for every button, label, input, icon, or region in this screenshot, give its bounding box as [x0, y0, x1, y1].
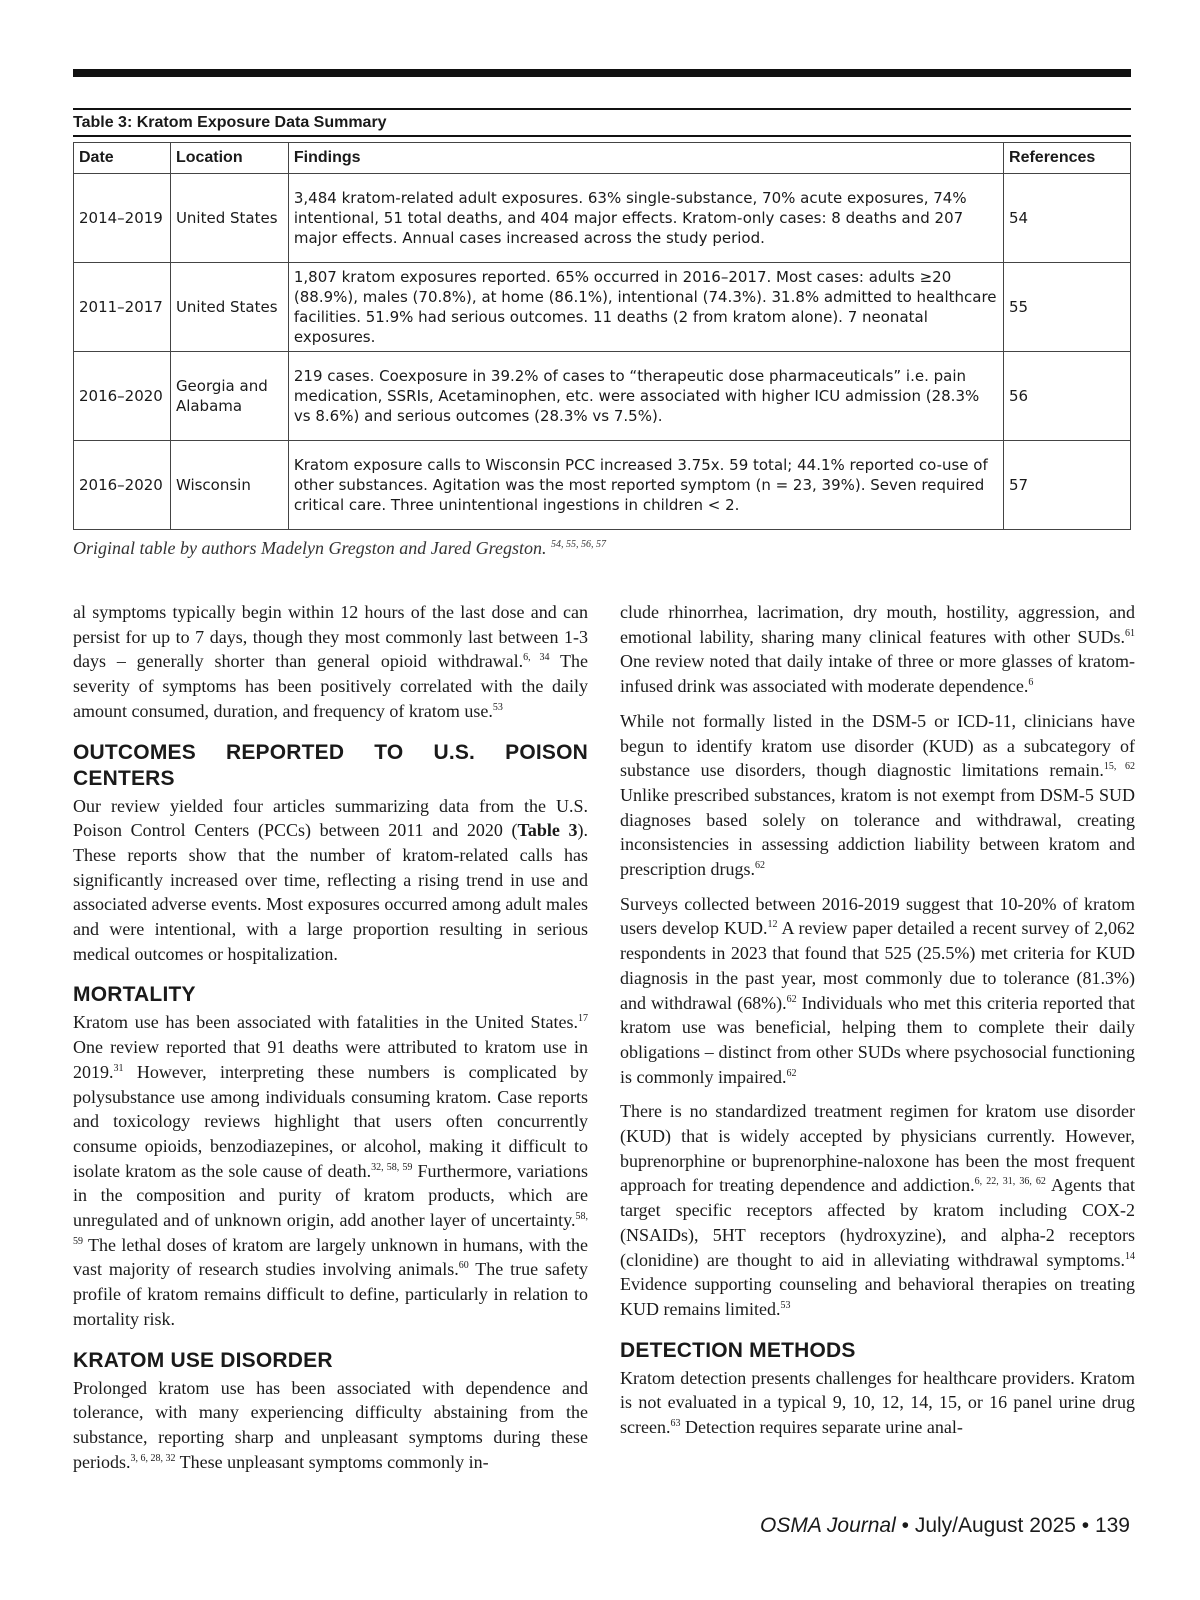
table-row — [74, 441, 1131, 530]
text-run: Prolonged kratom use has been associated with dependence and tolerance, with many experiencing difficulty abstaining from the substance, reporting sharp and unpleasant symptoms during these periods. — [73, 1377, 588, 1472]
caption-text: Original table by authors Madelyn Gregston and Jared Gregston. — [73, 538, 547, 558]
citation: 6 — [1028, 677, 1034, 689]
citation: 6, 22, 31, 36, 62 — [974, 1176, 1046, 1188]
header-references: References — [1004, 143, 1131, 174]
table-3 — [73, 108, 1131, 530]
text-run: Evidence supporting counseling and behavioral therapies on treating KUD remains limited. — [620, 1274, 1135, 1319]
citation: 53 — [492, 701, 503, 713]
citation: 14 — [1125, 1250, 1135, 1262]
cell-findings: Kratom exposure calls to Wisconsin PCC increased 3.75x. 59 total; 44.1% reported co-use of other substances. Agitation was the most reported symptom (n = 23, 39%). Seven required critical care. Three unintentional ingestions in children < 2. — [288, 441, 1003, 530]
page-footer — [760, 1514, 1130, 1538]
page-number: 139 — [1094, 1514, 1130, 1537]
top-rule — [73, 69, 1131, 77]
paragraph — [620, 892, 1135, 1090]
text-run: Kratom detection presents challenges for healthcare providers. Kratom is not evaluated in a typical 9, 10, 12, 14, 15, or 16 panel urine drug screen. — [620, 1367, 1135, 1438]
paragraph — [73, 600, 588, 724]
citation: 6, 34 — [523, 652, 550, 664]
header-location: Location — [170, 143, 288, 174]
text-run: One review noted that daily intake of three or more glasses of kratom-infused drink was associated with moderate dependence. — [620, 651, 1135, 697]
text-run: However, interpreting these numbers is complicated by polysubstance use among individuals consuming kratom. Case reports and toxicology reviews highlight that users often concurrently consume opioids, benzodiazepines, or alcohol, making it difficult to isolate kratom as the sole cause of death. — [73, 1061, 588, 1181]
separator: • — [895, 1514, 915, 1537]
text-run: ). These reports show that the number of kratom-related calls has significantly increased over time, reflecting a rising trend in use and associated adverse events. Most exposures occurred among adult males and were intentional, with a large proportion resulting in serious medical outcomes or hospitalization. — [73, 820, 588, 964]
paragraph — [73, 1010, 588, 1331]
section-heading-outcomes: OUTCOMES REPORTED TO U.S. POISON CENTERS — [73, 740, 588, 790]
citation: 63 — [670, 1418, 681, 1430]
text-run: Agents that target specific receptors affected by kratom including COX-2 (NSAIDs), 5HT receptors (hydroxyzine), and alpha-2 receptors (clonidine) are thought to aid in alleviating withdrawal symptoms. — [620, 1175, 1136, 1270]
cell-ref: 57 — [1004, 441, 1131, 530]
text-run: One review reported that 91 deaths were attributed to kratom use in 2019. — [73, 1037, 588, 1082]
cell-findings: 1,807 kratom exposures reported. 65% occurred in 2016–2017. Most cases: adults ≥20 (88.9%), males (70.8%), at home (86.1%), intentional (74.3%). 31.8% admitted to healthcare facilities. 51.9% had serious outcomes. 11 deaths (2 from kratom alone). 7 neonatal exposures. — [288, 263, 1003, 352]
cell-date: 2016–2020 — [74, 441, 171, 530]
cell-date: 2011–2017 — [74, 263, 171, 352]
citation: 3, 6, 28, 32 — [130, 1452, 176, 1464]
section-heading-detection: DETECTION METHODS — [620, 1338, 856, 1362]
table-caption — [73, 538, 606, 559]
cell-findings: 3,484 kratom-related adult exposures. 63% single-substance, 70% acute exposures, 74% intentional, 51 total deaths, and 404 major effects. Kratom-only cases: 8 deaths and 207 major effects. Annual cases increased across the study period. — [288, 174, 1003, 263]
citation: 53 — [780, 1299, 791, 1311]
text-run: There is no standardized treatment regimen for kratom use disorder (KUD) that is widely accepted by physicians currently. However, buprenorphine or buprenorphine-naloxone has been the most frequent approach for treating dependence and addiction. — [620, 1101, 1135, 1196]
header-findings: Findings — [288, 143, 1003, 174]
paragraph — [73, 794, 588, 967]
paragraph — [73, 1376, 588, 1475]
text-run: While not formally listed in the DSM-5 or ICD-11, clinicians have begun to identify kratom use disorder (KUD) as a subcategory of substance use disorders, though diagnostic limitations remain. — [620, 710, 1135, 781]
journal-name: OSMA Journal — [760, 1514, 896, 1537]
text-run: Furthermore, variations in the composition and purity of kratom products, which are unregulated and of unknown origin, add another layer of uncertainty. — [73, 1160, 589, 1231]
right-column — [620, 600, 1135, 1450]
paragraph — [620, 1366, 1135, 1440]
text-run: al symptoms typically begin within 12 hours of the last dose and can persist for up to 7 days, though they most commonly last between 1-3 days – generally shorter than general opioid withdrawal. — [73, 602, 588, 672]
citation: 12 — [767, 919, 778, 931]
cell-location: Georgia and Alabama — [170, 352, 288, 441]
table-reference: Table 3 — [517, 820, 578, 841]
text-run: Surveys collected between 2016-2019 suggest that 10-20% of kratom users develop KUD. — [620, 893, 1135, 939]
issue-date: July/August 2025 — [914, 1514, 1076, 1537]
cell-ref: 56 — [1004, 352, 1131, 441]
header-date: Date — [74, 143, 171, 174]
caption-refs: 54, 55, 56, 57 — [550, 539, 606, 550]
cell-location: Wisconsin — [170, 441, 288, 530]
cell-location: United States — [170, 263, 288, 352]
citation: 62 — [786, 993, 797, 1005]
cell-ref: 54 — [1004, 174, 1131, 263]
text-run: These unpleasant symptoms commonly in- — [175, 1451, 489, 1472]
text-run: A review paper detailed a recent survey of 2,062 respondents in 2023 that found that 525 (25.5%) met criteria for KUD diagnosis in the past year, most commonly due to tolerance (81.3%) and withdrawal (68%). — [620, 918, 1135, 1013]
text-run: Detection requires separate urine anal- — [680, 1417, 963, 1438]
cell-date: 2016–2020 — [74, 352, 171, 441]
citation: 60 — [458, 1260, 469, 1272]
left-column — [73, 600, 588, 1484]
text-run: clude rhinorrhea, lacrimation, dry mouth, hostility, aggression, and emotional lability, sharing many clinical features with other SUDs. — [620, 602, 1135, 647]
text-run: The severity of symptoms has been positively correlated with the daily amount consumed, duration, and frequency of kratom use. — [73, 651, 588, 721]
data-table — [73, 142, 1131, 530]
section-heading-kud: KRATOM USE DISORDER — [73, 1348, 333, 1372]
text-run: Kratom use has been associated with fatalities in the United States. — [73, 1012, 578, 1033]
citation: 62 — [786, 1067, 797, 1079]
text-run: The true safety profile of kratom remains difficult to define, particularly in relation to mortality risk. — [73, 1259, 589, 1329]
citation: 15, 62 — [1103, 761, 1135, 773]
paragraph — [620, 600, 1135, 699]
text-run: Unlike prescribed substances, kratom is not exempt from DSM-5 SUD diagnoses based solely on tolerance and withdrawal, creating inconsistencies in assessing addiction liability between kratom and prescription drugs. — [620, 784, 1135, 880]
citation: 62 — [754, 860, 765, 872]
citation: 31 — [113, 1062, 124, 1074]
cell-location: United States — [170, 174, 288, 263]
paragraph — [620, 1099, 1135, 1321]
text-run: Our review yielded four articles summarizing data from the U.S. Poison Control Centers (PCCs) between 2011 and 2020 ( — [73, 795, 588, 841]
separator: • — [1075, 1514, 1095, 1537]
text-run: The lethal doses of kratom are largely unknown in humans, with the vast majority of research studies involving animals. — [73, 1234, 588, 1280]
cell-findings: 219 cases. Coexposure in 39.2% of cases to “therapeutic dose pharmaceuticals” i.e. pain medication, SSRIs, Acetaminophen, etc. were associated with higher ICU admission (28.3% vs 8.6%) and serious outcomes (28.3% vs 7.5%). — [288, 352, 1003, 441]
section-heading-mortality: MORTALITY — [73, 983, 196, 1007]
citation: 58, 59 — [73, 1211, 588, 1247]
table-title: Table 3: Kratom Exposure Data Summary — [73, 108, 1131, 137]
citation: 17 — [578, 1013, 588, 1025]
paragraph — [620, 709, 1135, 882]
table-row — [74, 174, 1131, 263]
table-header-row — [74, 143, 1131, 174]
citation: 61 — [1125, 627, 1135, 639]
table-row — [74, 263, 1131, 352]
text-run: Individuals who met this criteria reported that kratom use was beneficial, helping them to complete their daily obligations – distinct from other SUDs where psychosocial functioning is commonly impaired. — [620, 992, 1135, 1087]
cell-date: 2014–2019 — [74, 174, 171, 263]
cell-ref: 55 — [1004, 263, 1131, 352]
citation: 32, 58, 59 — [371, 1161, 413, 1173]
table-row — [74, 352, 1131, 441]
